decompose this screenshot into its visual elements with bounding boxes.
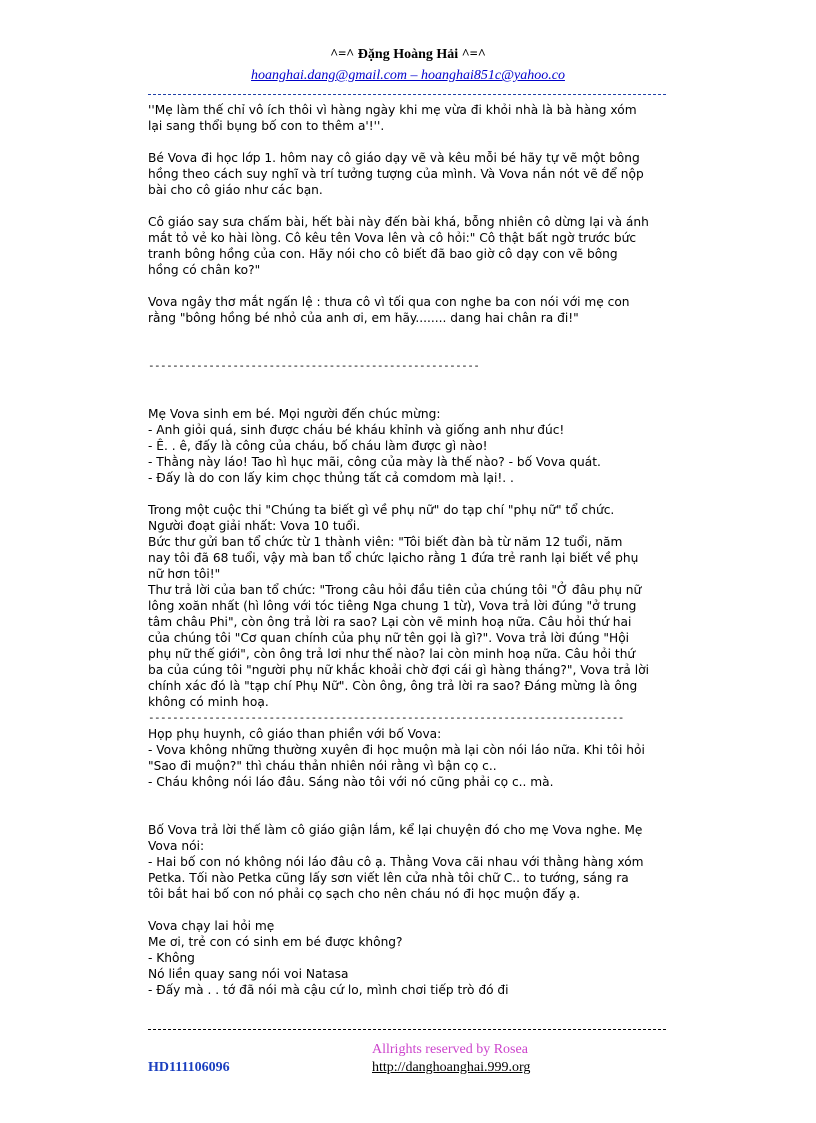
paragraph-7: Họp phụ huynh, cô giáo than phiền với bố Vova: - Vova không những thường xuyên đi học muộn mà lại còn nói láo nữa. Khi tôi hỏi "Sao đi muộn?" thì cháu thản nhiên nói rằng vì bận cọ c.. - Cháu không nói láo đâu. Sáng nào tôi với nó cũng phải cọ c.. mà. xyxy=(148,727,645,789)
paragraph-1: ''Mẹ làm thế chỉ vô ích thôi vì hàng ngày khi mẹ vừa đi khỏi nhà là bà hàng xóm lại sang thổi bụng bố con to thêm a'!''. xyxy=(148,103,637,133)
header-email-link[interactable]: hoanghai.dang@gmail.com – hoanghai851c@yahoo.co xyxy=(251,68,565,83)
paragraph-4: Vova ngây thơ mắt ngấn lệ : thưa cô vì tối qua con nghe ba con nói với mẹ con rằng "bông hồng bé nhỏ của anh ơi, em hãy........ dang hai chân ra đi!" xyxy=(148,295,630,325)
footer-website-link[interactable]: http://danghoanghai.999.org xyxy=(372,1060,531,1075)
footer-document-code: HD111106096 xyxy=(148,1060,230,1075)
footer-divider xyxy=(148,1029,666,1030)
footer-rights: Allrights reserved by Rosea xyxy=(372,1042,528,1057)
paragraph-2: Bé Vova đi học lớp 1. hôm nay cô giáo dạy vẽ và kêu mỗi bé hãy tự vẽ một bông hồng theo cách suy nghĩ và trí tưởng tượng của mình. Và Vova nắn nót vẽ để nộp bài cho cô giáo như các bạn. xyxy=(148,151,644,197)
paragraph-3: Cô giáo say sưa chấm bài, hết bài này đến bài khá, bỗng nhiên cô dừng lại và ánh mắt tỏ vẻ ko hài lòng. Cô kêu tên Vova lên và cô hỏi:" Cô thật bất ngờ trước bức tranh bông hồng của con. Hãy nói cho cô biết đã bao giờ cô dạy con vẽ bông hồng có chân ko?" xyxy=(148,215,649,277)
separator-2: ------------------------------------------------------------------------------- xyxy=(148,711,624,724)
header-divider xyxy=(148,94,666,95)
paragraph-9: Vova chạy lai hỏi mẹ Me ơi, trẻ con có sinh em bé được không? - Không Nó liền quay sang nói voi Natasa - Đấy mà . . tớ đã nói mà cậu cứ lo, mình chơi tiếp trò đó đi xyxy=(148,919,509,997)
header-title: ^=^ Đặng Hoàng Hải ^=^ xyxy=(330,47,486,62)
document-body xyxy=(148,102,678,998)
separator-1: ------------------------------------------------------- xyxy=(148,359,480,372)
paragraph-5: Mẹ Vova sinh em bé. Mọi người đến chúc mừng: - Anh giỏi quá, sinh được cháu bé kháu khỉnh và giống anh như đúc! - Ê. . ê, đấy là công của cháu, bố cháu làm được gì nào! - Thằng này láo! Tao hì hục mãi, công của mày là thế nào? - bố Vova quát. - Đấy là do con lấy kim chọc thủng tất cả comdom mà lại!. . xyxy=(148,407,601,485)
header-email xyxy=(148,67,668,84)
page-header xyxy=(148,46,668,84)
paragraph-8: Bố Vova trả lời thế làm cô giáo giận lắm, kể lại chuyện đó cho mẹ Vova nghe. Mẹ Vova nói: - Hai bố con nó không nói láo đâu cô ạ. Thằng Vova cãi nhau với thằng hàng xóm Petka. Tối nào Petka cũng lấy sơn viết lên cửa nhà tôi chữ C.. to tướng, sáng ra tôi bắt hai bố con nó phải cọ sạch cho nên cháu nó đi học muộn đấy ạ. xyxy=(148,823,644,901)
paragraph-6: Trong một cuộc thi "Chúng ta biết gì về phụ nữ" do tạp chí "phụ nữ" tổ chức. Người đoạt giải nhất: Vova 10 tuổi. Bức thư gửi ban tổ chức từ 1 thành viên: "Tôi biết đàn bà từ năm 12 tuổi, năm nay tôi đã 68 tuổi, vậy mà ban tổ chức lạicho rằng 1 đứa trẻ ranh lại biết về phụ nữ hơn tôi!" Thư trả lời của ban tổ chức: "Trong câu hỏi đầu tiên của chúng tôi "Ở đâu phụ nữ lông xoăn nhất (hì lông với tóc tiêng Nga chung 1 từ), Vova trả lời đúng "ở trung tâm châu Phi", còn ông trả lời ra sao? Lại còn vẽ minh hoạ nữa. Câu hỏi thứ hai của chúng tôi "Cơ quan chính của phụ nữ tên gọi là gì?". Vova trả lời đúng "Hội phụ nữ thế giới", còn ông trả lơi như thế nào? lai còn minh hoạ nữa. Câu hỏi thứ ba của cúng tôi "người phụ nữ khắc khoải chờ đợi cái gì hàng tháng?", Vova trả lời chính xác đó là "tạp chí Phụ Nữ". Còn ông, ông trả lời ra sao? Đáng mừng là ông không có minh hoạ. xyxy=(148,503,649,709)
